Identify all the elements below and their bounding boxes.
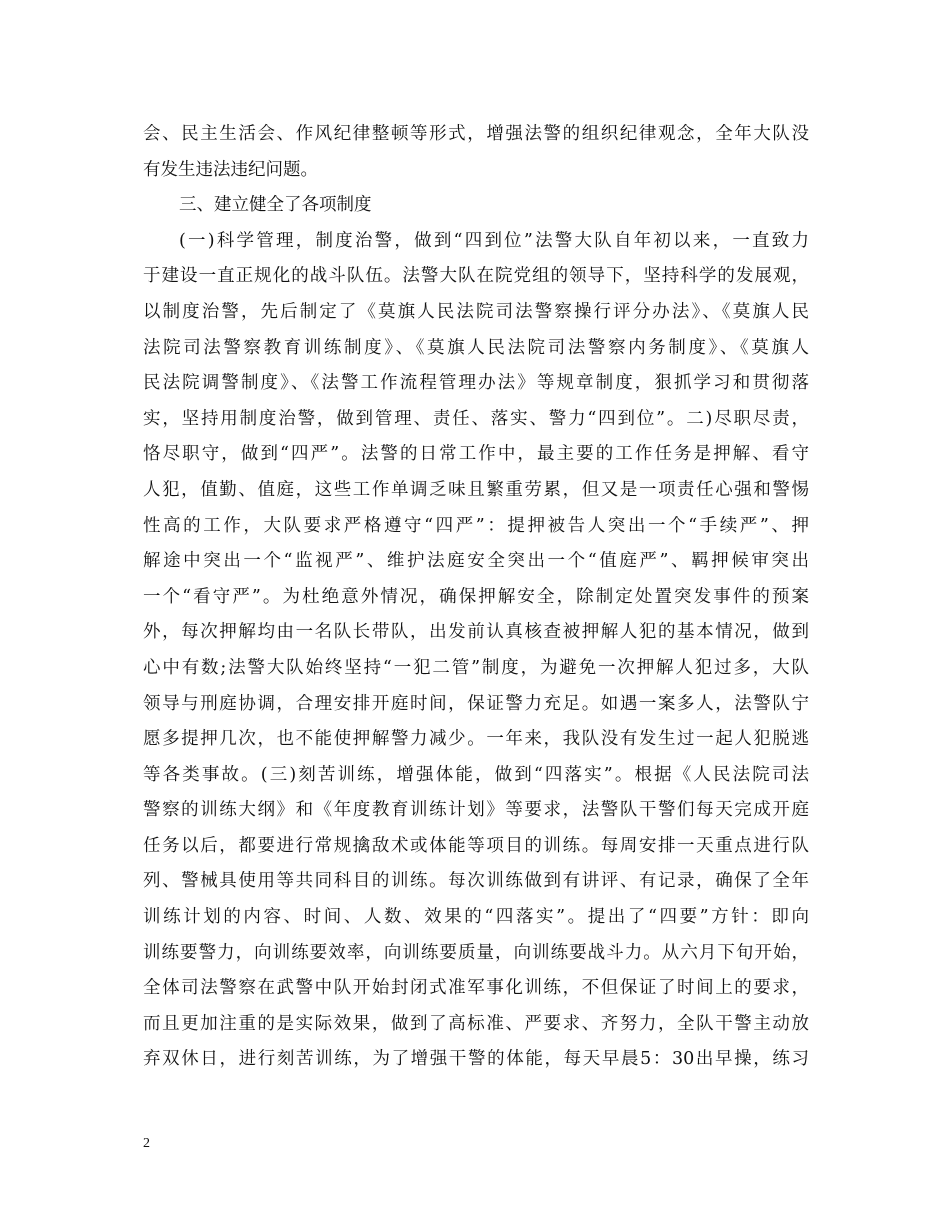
text-line: 训练计划的内容、时间、人数、效果的“四落实”。提出了“四要”方针：即向	[143, 907, 809, 928]
text-line: 弃双休日，进行刻苦训练，为了增强干警的体能，每天早晨5：30出早操，练习	[143, 1049, 809, 1070]
text-line: 领导与刑庭协调，合理安排开庭时间，保证警力充足。如遇一案多人，法警队宁	[143, 693, 809, 714]
text-line: 解途中突出一个“监视严”、维护法庭安全突出一个“值庭严”、羁押候审突出	[143, 551, 809, 572]
text-line: (一)科学管理，制度治警，做到“四到位”法警大队自年初以来，一直致力	[179, 230, 809, 251]
text-line: 以制度治警，先后制定了《莫旗人民法院司法警察操行评分办法》、《莫旗人民	[143, 301, 809, 322]
text-line: 列、警械具使用等共同科目的训练。每次训练做到有讲评、有记录，确保了全年	[143, 871, 809, 892]
text-line: 外，每次押解均由一名队长带队，出发前认真核查被押解人犯的基本情况，做到	[143, 622, 809, 643]
text-line: 心中有数;法警大队始终坚持“一犯二管”制度，为避免一次押解人犯过多，大队	[143, 657, 809, 678]
text-line: 三、建立健全了各项制度	[179, 195, 372, 216]
page-number: 2	[143, 1136, 150, 1151]
text-line: 民法院调警制度》、《法警工作流程管理办法》等规章制度，狠抓学习和贯彻落	[143, 373, 809, 394]
text-line: 恪尽职守，做到“四严”。法警的日常工作中，最主要的工作任务是押解、看守	[143, 444, 809, 465]
text-line: 警察的训练大纲》和《年度教育训练计划》等要求，法警队干警们每天完成开庭	[143, 800, 809, 821]
text-line: 任务以后，都要进行常规擒敌术或体能等项目的训练。每周安排一天重点进行队	[143, 835, 809, 856]
text-line: 一个“看守严”。为杜绝意外情况，确保押解安全，除制定处置突发事件的预案	[143, 586, 809, 607]
body-text	[143, 117, 809, 1078]
text-line: 性高的工作，大队要求严格遵守“四严”：提押被告人突出一个“手续严”、押	[143, 515, 809, 536]
text-line: 训练要警力，向训练要效率，向训练要质量，向训练要战斗力。从六月下旬开始，	[143, 942, 809, 963]
text-line: 等各类事故。(三)刻苦训练，增强体能，做到“四落实”。根据《人民法院司法	[143, 764, 809, 785]
text-line: 会、民主生活会、作风纪律整顿等形式，增强法警的组织纪律观念，全年大队没	[143, 124, 809, 144]
text-line: 有发生违法违纪问题。	[143, 159, 318, 180]
text-line: 法院司法警察教育训练制度》、《莫旗人民法院司法警察内务制度》、《莫旗人	[143, 337, 809, 358]
text-line: 愿多提押几次，也不能使押解警力减少。一年来，我队没有发生过一起人犯脱逃	[143, 729, 809, 750]
text-line: 全体司法警察在武警中队开始封闭式准军事化训练，不但保证了时间上的要求，	[143, 978, 809, 999]
text-line: 实，坚持用制度治警，做到管理、责任、落实、警力“四到位”。二)尽职尽责，	[143, 408, 809, 429]
text-line: 于建设一直正规化的战斗队伍。法警大队在院党组的领导下，坚持科学的发展观，	[143, 266, 809, 287]
text-line: 人犯，值勤、值庭，这些工作单调乏味且繁重劳累，但又是一项责任心强和警惕	[143, 479, 809, 500]
text-line: 而且更加注重的是实际效果，做到了高标准、严要求、齐努力，全队干警主动放	[143, 1013, 809, 1034]
